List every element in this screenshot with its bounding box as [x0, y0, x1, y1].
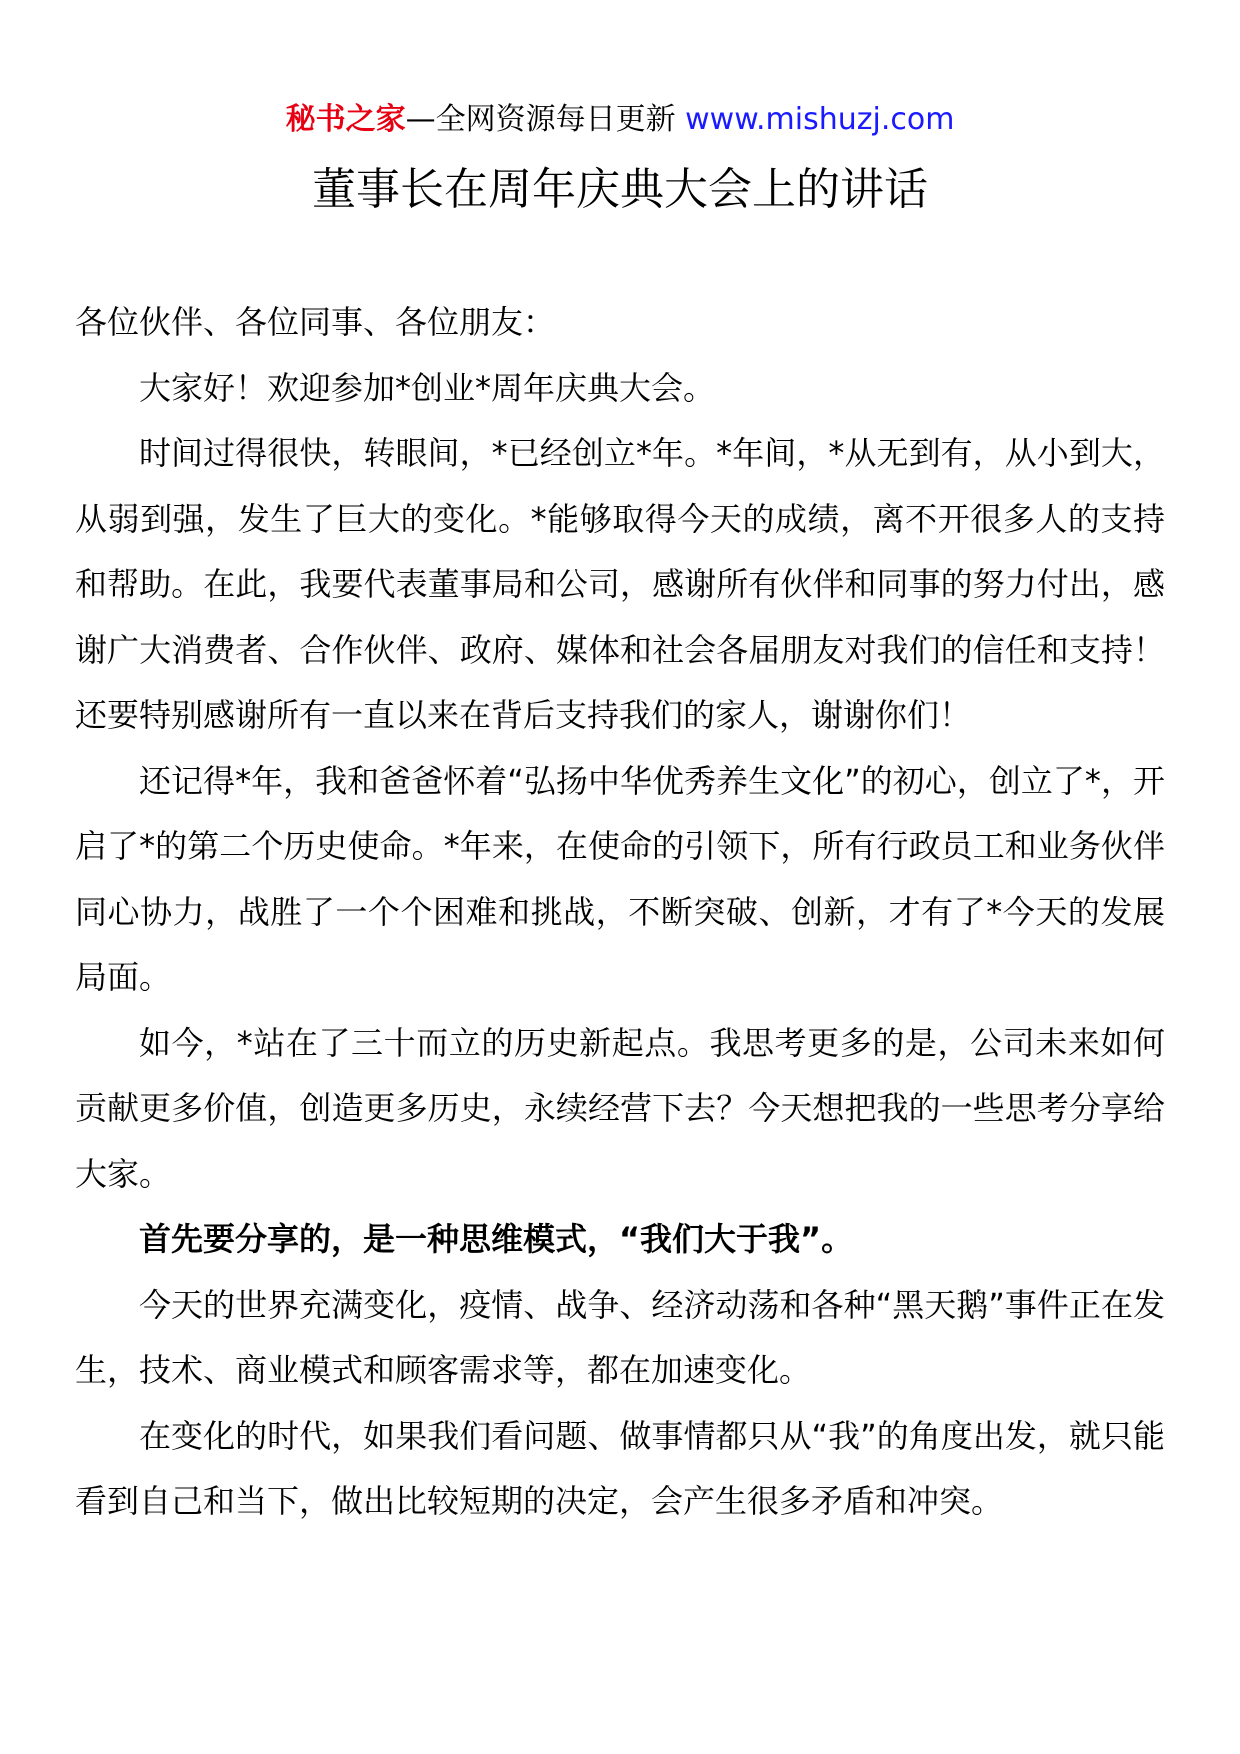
site-url-link[interactable]: www.mishuzj.com — [685, 102, 955, 137]
section-heading: 首先要分享的，是一种思维模式，“我们大于我”。 — [139, 1220, 854, 1258]
brand-name: 秘书之家 — [285, 102, 406, 137]
paragraph: 时间过得很快，转眼间，*已经创立*年。*年间，*从无到有，从小到大，从弱到强，发生了巨大的变化。*能够取得今天的成绩，离不开很多人的支持和帮助。在此，我要代表董事局和公司，感谢所有伙伴和同事的努力付出，感谢广大消费者、合作伙伴、政府、媒体和社会各届朋友对我们的信任和支持！还要特别感谢所有一直以来在背后支持我们的家人，谢谢你们！ — [75, 434, 1165, 734]
site-header — [0, 100, 1240, 140]
paragraph: 在变化的时代，如果我们看问题、做事情都只从“我”的角度出发，就只能看到自己和当下，做出比较短期的决定，会产生很多矛盾和冲突。 — [75, 1416, 1165, 1520]
paragraph: 大家好！欢迎参加*创业*周年庆典大会。 — [139, 368, 716, 407]
paragraph: 如今，*站在了三十而立的历史新起点。我思考更多的是，公司未来如何贡献更多价值，创造更多历史，永续经营下去？今天想把我的一些思考分享给大家。 — [75, 1023, 1165, 1193]
paragraph: 还记得*年，我和爸爸怀着“弘扬中华优秀养生文化”的初心，创立了*，开启了*的第二个历史使命。*年来，在使命的引领下，所有行政员工和业务伙伴同心协力，战胜了一个个困难和挑战，不断突破、创新，才有了*今天的发展局面。 — [75, 761, 1165, 996]
salutation: 各位伙伴、各位同事、各位朋友： — [75, 303, 556, 341]
document-title: 董事长在周年庆典大会上的讲话 — [312, 164, 928, 215]
document-body — [75, 290, 1165, 1535]
paragraph: 今天的世界充满变化，疫情、战争、经济动荡和各种“黑天鹅”事件正在发生，技术、商业模式和顾客需求等，都在加速变化。 — [75, 1285, 1165, 1389]
header-tagline: —全网资源每日更新 — [405, 102, 676, 137]
